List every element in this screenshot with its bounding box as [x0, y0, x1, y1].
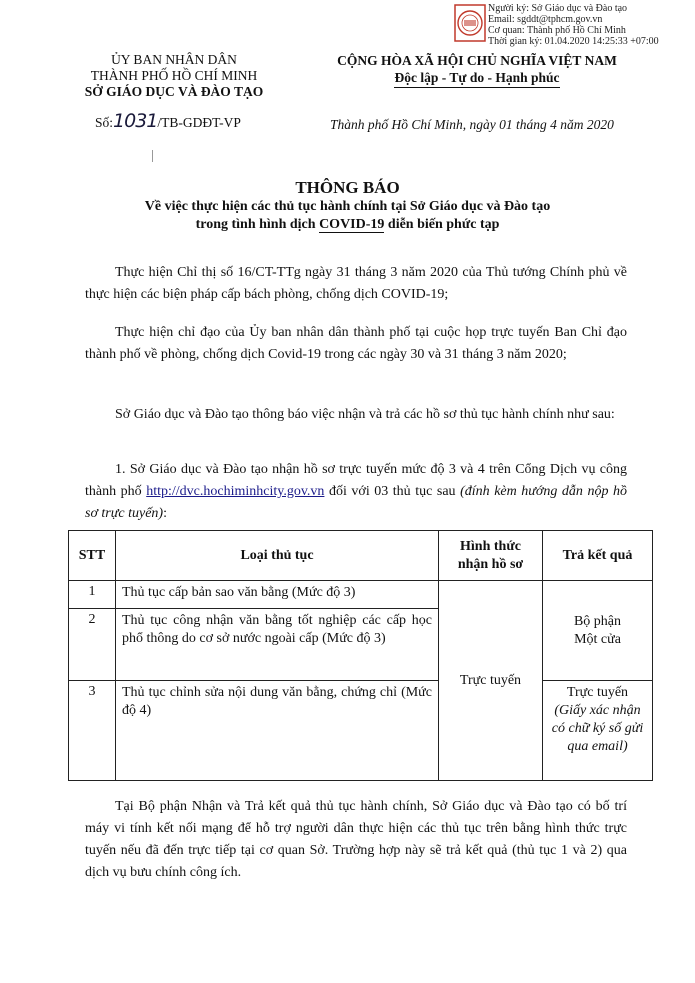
paragraph-3: Sở Giáo dục và Đào tạo thông báo việc nhận và trả các hồ sơ thủ tục hành chính như sau: — [115, 407, 615, 422]
header-stt: STT — [69, 531, 116, 581]
paragraph-2: Thực hiện chỉ đạo của Ủy ban nhân dân thành phố tại cuộc họp trực tuyến Ban Chỉ đạo thành phố về phòng, chống dịch Covid-19 trong các ngày 30 và 31 tháng 3 năm 2020; — [85, 325, 627, 362]
national-motto: Độc lập - Tự do - Hạnh phúc — [394, 69, 559, 88]
row-procedure: Thủ tục công nhận văn bằng tốt nghiệp các cấp học phổ thông do cơ sở nước ngoài cấp (Mức độ 3) — [116, 609, 439, 681]
signer-email: sgddt@tphcm.gov.vn — [517, 14, 603, 25]
table-row — [69, 581, 653, 609]
result-online: Trực tuyến (Giấy xác nhận có chữ ký số gửi qua email) — [543, 681, 653, 781]
row-procedure: Thủ tục cấp bản sao văn bằng (Mức độ 3) — [116, 581, 439, 609]
signer-name: Sở Giáo dục và Đào tạo — [531, 3, 628, 14]
header-result: Trả kết quả — [543, 531, 653, 581]
paragraph-1: Thực hiện Chỉ thị số 16/CT-TTg ngày 31 tháng 3 năm 2020 của Thủ tướng Chính phủ về thực hiện các biện pháp cấp bách phòng, chống dịch COVID-19; — [85, 265, 627, 302]
signer-agency: Thành phố Hồ Chí Minh — [527, 25, 626, 36]
signing-time: 01.04.2020 14:25:33 +07:00 — [544, 36, 659, 47]
result-one-stop: Bộ phận Một cửa — [543, 581, 653, 681]
title-main: THÔNG BÁO — [295, 178, 400, 197]
country-name: CỘNG HÒA XÃ HỘI CHỦ NGHĨA VIỆT NAM — [337, 53, 617, 68]
issuing-organization — [40, 52, 308, 100]
row-stt: 2 — [69, 609, 116, 681]
title-subject-line-1: Về việc thực hiện các thủ tục hành chính tại Sở Giáo dục và Đào tạo — [144, 199, 551, 214]
digital-signature-seal — [454, 4, 486, 42]
document-number: Số:1031/TB-GDĐT-VP — [95, 110, 241, 132]
header-procedure: Loại thủ tục — [116, 531, 439, 581]
org-line-1: ỦY BAN NHÂN DÂN — [111, 52, 237, 67]
receipt-method: Trực tuyến — [439, 581, 543, 781]
org-line-3: SỞ GIÁO DỤC VÀ ĐÀO TẠO — [84, 84, 264, 99]
row-procedure: Thủ tục chỉnh sửa nội dung văn bằng, chứng chỉ (Mức độ 4) — [116, 681, 439, 781]
row-stt: 1 — [69, 581, 116, 609]
org-line-2: THÀNH PHỐ HỒ CHÍ MINH — [90, 68, 258, 83]
table-row — [69, 681, 653, 781]
place-and-date: Thành phố Hồ Chí Minh, ngày 01 tháng 4 năm 2020 — [330, 117, 614, 132]
digital-signature-info: Người ký: Sở Giáo dục và Đào tạo Email: sgddt@tphcm.gov.vn Cơ quan: Thành phố Hồ Chí Minh Thời gian ký: 01.04.2020 14:25:33 +07:00 — [488, 3, 659, 47]
national-header — [292, 52, 662, 88]
header-method: Hình thức nhận hồ sơ — [439, 531, 543, 581]
title-subject-line-2: trong tình hình dịch COVID-19 diễn biến phức tạp — [195, 217, 500, 232]
handwritten-number: 1031 — [113, 110, 158, 132]
table-header-row — [69, 531, 653, 581]
row-stt: 3 — [69, 681, 116, 781]
procedures-table — [68, 530, 653, 781]
document-title — [60, 178, 635, 234]
public-service-portal-link[interactable]: http://dvc.hochiminhcity.gov.vn — [146, 484, 325, 499]
paragraph-4: 1. Sở Giáo dục và Đào tạo nhận hồ sơ trực tuyến mức độ 3 và 4 trên Cổng Dịch vụ công thành phố http://dvc.hochiminhcity.gov.vn đối với 03 thủ tục sau (đính kèm hướng dẫn nộp hồ sơ trực tuyến): — [85, 462, 628, 521]
scan-mark — [152, 150, 153, 162]
paragraph-5: Tại Bộ phận Nhận và Trả kết quả thủ tục hành chính, Sở Giáo dục và Đào tạo có bố trí máy vi tính kết nối mạng để hỗ trợ người dân thực hiện các thủ tục trên bằng hình thức trực tuyến nếu đã đến trực tiếp tại cơ quan Sở. Trường hợp này sẽ trả kết quả (thủ tục 1 và 2) qua dịch vụ bưu chính công ích. — [85, 799, 627, 880]
